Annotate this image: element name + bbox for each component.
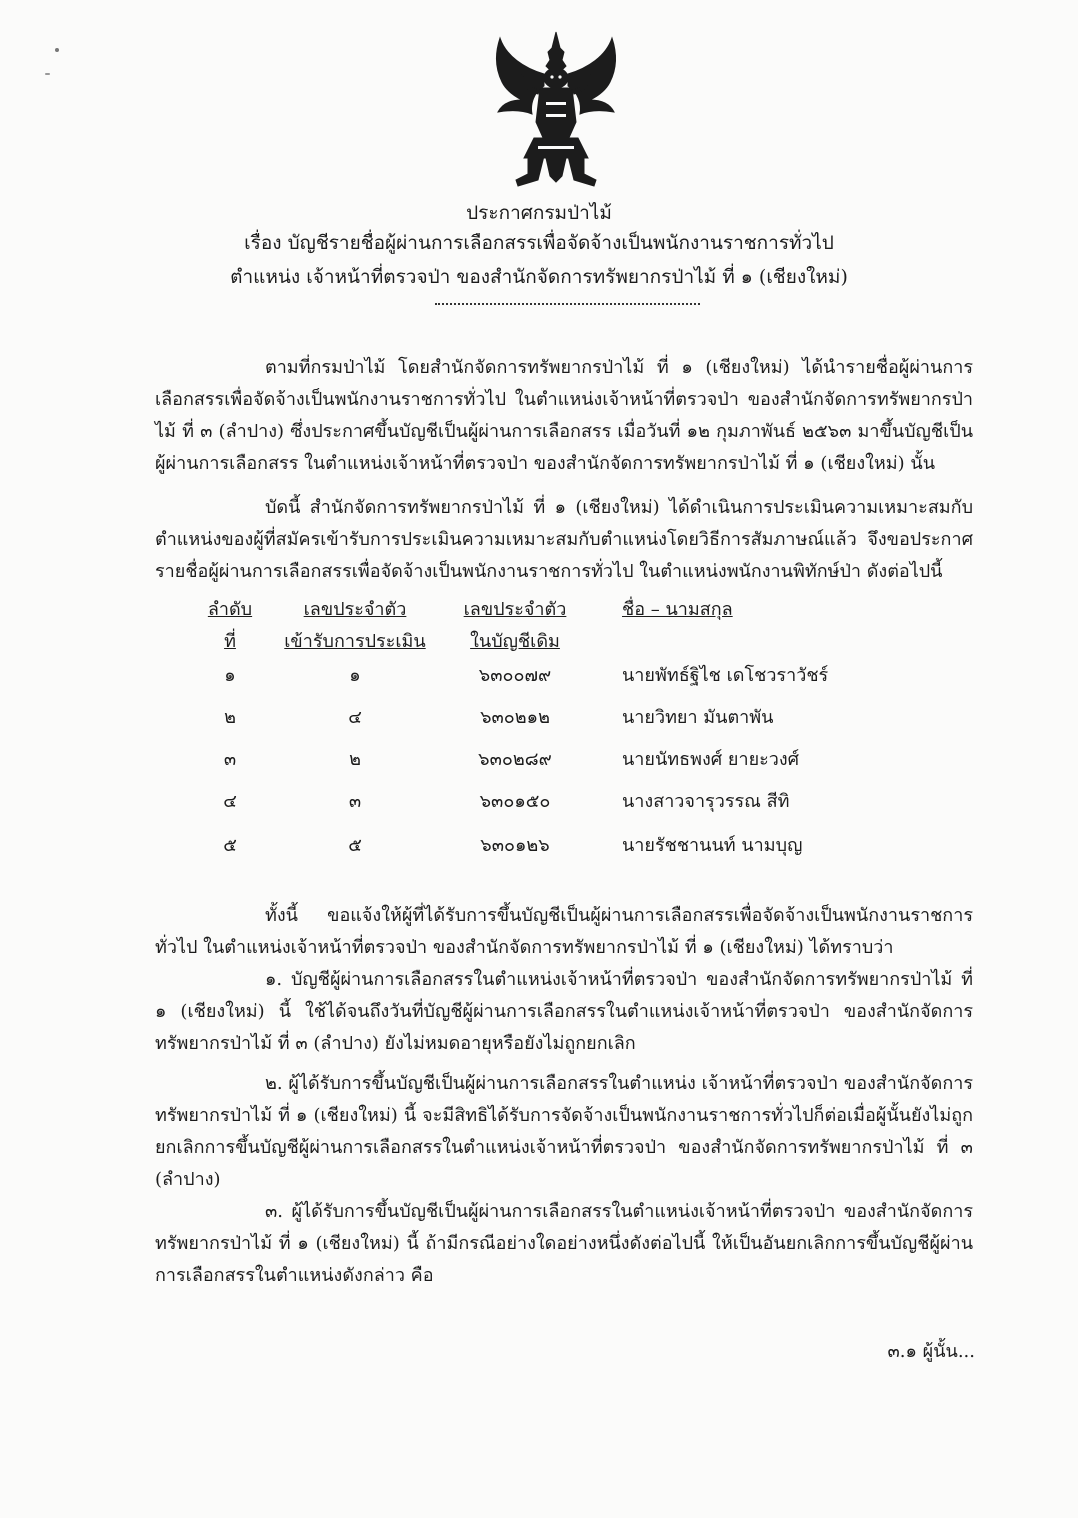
cell-order: ๑	[224, 665, 236, 686]
cell-eval-id: ๒	[349, 749, 361, 770]
announcement-position: ตำแหน่ง เจ้าหน้าที่ตรวจป่า ของสำนักจัดการทรัพยากรป่าไม้ ที่ ๑ (เชียงใหม่)	[230, 266, 848, 288]
cell-name: นายวิทยา มันตาพัน	[622, 707, 774, 728]
table-row	[155, 660, 973, 692]
paragraph-announcement: บัดนี้ สำนักจัดการทรัพยากรป่าไม้ ที่ ๑ (เชียงใหม่) ได้ดำเนินการประเมินความเหมาะสมกับตำแหน่งของผู้ที่สมัครเข้ารับการประเมินความเหมาะสมกับตำแหน่งโดยวิธีการสัมภาษณ์แล้ว จึงขอประกาศรายชื่อผู้ผ่านการเลือกสรรเพื่อจัดจ้างเป็นพนักงานราชการทั่วไป ในตำแหน่งพนักงานพิทักษ์ป่า ดังต่อไปนี้	[155, 497, 973, 582]
cell-orig-id: ๖๓๐๑๕๐	[479, 791, 551, 812]
table-row	[155, 786, 973, 818]
cell-order: ๔	[223, 791, 237, 812]
cell-order: ๒	[224, 707, 236, 728]
header-order: ลำดับ	[207, 599, 253, 620]
cell-orig-id: ๖๓๐๑๒๖	[480, 835, 550, 856]
garuda-emblem-icon	[488, 30, 624, 190]
header-order-line2: ที่	[224, 631, 236, 652]
scan-speck	[45, 73, 50, 75]
cell-name: นายรัชชานนท์ นามบุญ	[622, 835, 803, 856]
header-eval-id: เลขประจำตัว	[303, 599, 407, 620]
table-row	[155, 702, 973, 734]
announcement-title: ประกาศกรมป่าไม้	[466, 202, 612, 224]
cell-name: นางสาวจารุวรรณ สีทิ	[622, 791, 790, 812]
announcement-subject: เรื่อง บัญชีรายชื่อผู้ผ่านการเลือกสรรเพื่อจัดจ้างเป็นพนักงานราชการทั่วไป	[244, 232, 834, 254]
notice-item-1: ๑. บัญชีผู้ผ่านการเลือกสรรในตำแหน่งเจ้าหน้าที่ตรวจป่า ของสำนักจัดการทรัพยากรป่าไม้ ที่ ๑ (เชียงใหม่) นี้ ใช้ได้จนถึงวันที่บัญชีผู้ผ่านการเลือกสรรในตำแหน่งเจ้าหน้าที่ตรวจป่า ของสำนักจัดการทรัพยากรป่าไม้ ที่ ๓ (ลำปาง) ยังไม่หมดอายุหรือยังไม่ถูกยกเลิก	[155, 969, 973, 1054]
cell-eval-id: ๕	[348, 835, 362, 856]
scan-speck	[55, 48, 59, 52]
header-name: ชื่อ – นามสกุล	[622, 599, 733, 620]
notice-item-2: ๒. ผู้ได้รับการขึ้นบัญชีเป็นผู้ผ่านการเลือกสรรในตำแหน่ง เจ้าหน้าที่ตรวจป่า ของสำนักจัดการทรัพยากรป่าไม้ ที่ ๑ (เชียงใหม่) นี้ จะมีสิทธิได้รับการจัดจ้างเป็นพนักงานราชการทั่วไปก็ต่อเมื่อผู้นั้นยังไม่ถูกยกเลิกการขึ้นบัญชีผู้ผ่านการเลือกสรรในตำแหน่งเจ้าหน้าที่ตรวจป่า ของสำนักจัดการทรัพยากรป่าไม้ ที่ ๓ (ลำปาง)	[155, 1073, 973, 1190]
cell-name: นายนัทธพงศ์ ยายะวงศ์	[622, 749, 800, 770]
cell-eval-id: ๔	[348, 707, 362, 728]
header-eval-id-line2: เข้ารับการประเมิน	[284, 631, 426, 652]
notice-item-3: ๓. ผู้ได้รับการขึ้นบัญชีเป็นผู้ผ่านการเลือกสรรในตำแหน่งเจ้าหน้าที่ตรวจป่า ของสำนักจัดการทรัพยากรป่าไม้ ที่ ๑ (เชียงใหม่) นี้ ถ้ามีกรณีอย่างใดอย่างหนึ่งดังต่อไปนี้ ให้เป็นอันยกเลิกการขึ้นบัญชีผู้ผ่านการเลือกสรรในตำแหน่งดังกล่าว คือ	[155, 1201, 973, 1286]
table-row	[155, 744, 973, 776]
paragraph-notice: ทั้งนี้ ขอแจ้งให้ผู้ที่ได้รับการขึ้นบัญชีเป็นผู้ผ่านการเลือกสรรเพื่อจัดจ้างเป็นพนักงานราชการทั่วไป ในตำแหน่งเจ้าหน้าที่ตรวจป่า ของสำนักจัดการทรัพยากรป่าไม้ ที่ ๑ (เชียงใหม่) ได้ทราบว่า	[155, 905, 973, 958]
cell-eval-id: ๓	[348, 791, 362, 812]
header-orig-id: เลขประจำตัว	[463, 599, 567, 620]
dotted-divider	[435, 303, 700, 305]
cell-name: นายพัทธ์ฐิไช เดโชวราวัชร์	[622, 665, 829, 686]
cell-order: ๓	[223, 749, 237, 770]
cell-orig-id: ๖๓๐๒๘๙	[478, 749, 552, 770]
cell-orig-id: ๖๓๐๒๑๒	[480, 707, 550, 728]
table-row	[155, 830, 973, 862]
header-orig-id-line2: ในบัญชีเดิม	[470, 631, 560, 652]
cell-eval-id: ๑	[349, 665, 361, 686]
page-continuation: ๓.๑ ผู้นั้น...	[887, 1341, 975, 1362]
cell-orig-id: ๖๓๐๐๗๙	[478, 665, 552, 686]
paragraph-intro: ตามที่กรมป่าไม้ โดยสำนักจัดการทรัพยากรป่าไม้ ที่ ๑ (เชียงใหม่) ได้นำรายชื่อผู้ผ่านการเลือกสรรเพื่อจัดจ้างเป็นพนักงานราชการทั่วไป ในตำแหน่งเจ้าหน้าที่ตรวจป่า ของสำนักจัดการทรัพยากรป่าไม้ ที่ ๓ (ลำปาง) ซึ่งประกาศขึ้นบัญชีเป็นผู้ผ่านการเลือกสรร เมื่อวันที่ ๑๒ กุมภาพันธ์ ๒๕๖๓ มาขึ้นบัญชีเป็นผู้ผ่านการเลือกสรร ในตำแหน่งเจ้าหน้าที่ตรวจป่า ของสำนักจัดการทรัพยากรป่าไม้ ที่ ๑ (เชียงใหม่) นั้น	[155, 357, 973, 474]
cell-order: ๕	[223, 835, 237, 856]
